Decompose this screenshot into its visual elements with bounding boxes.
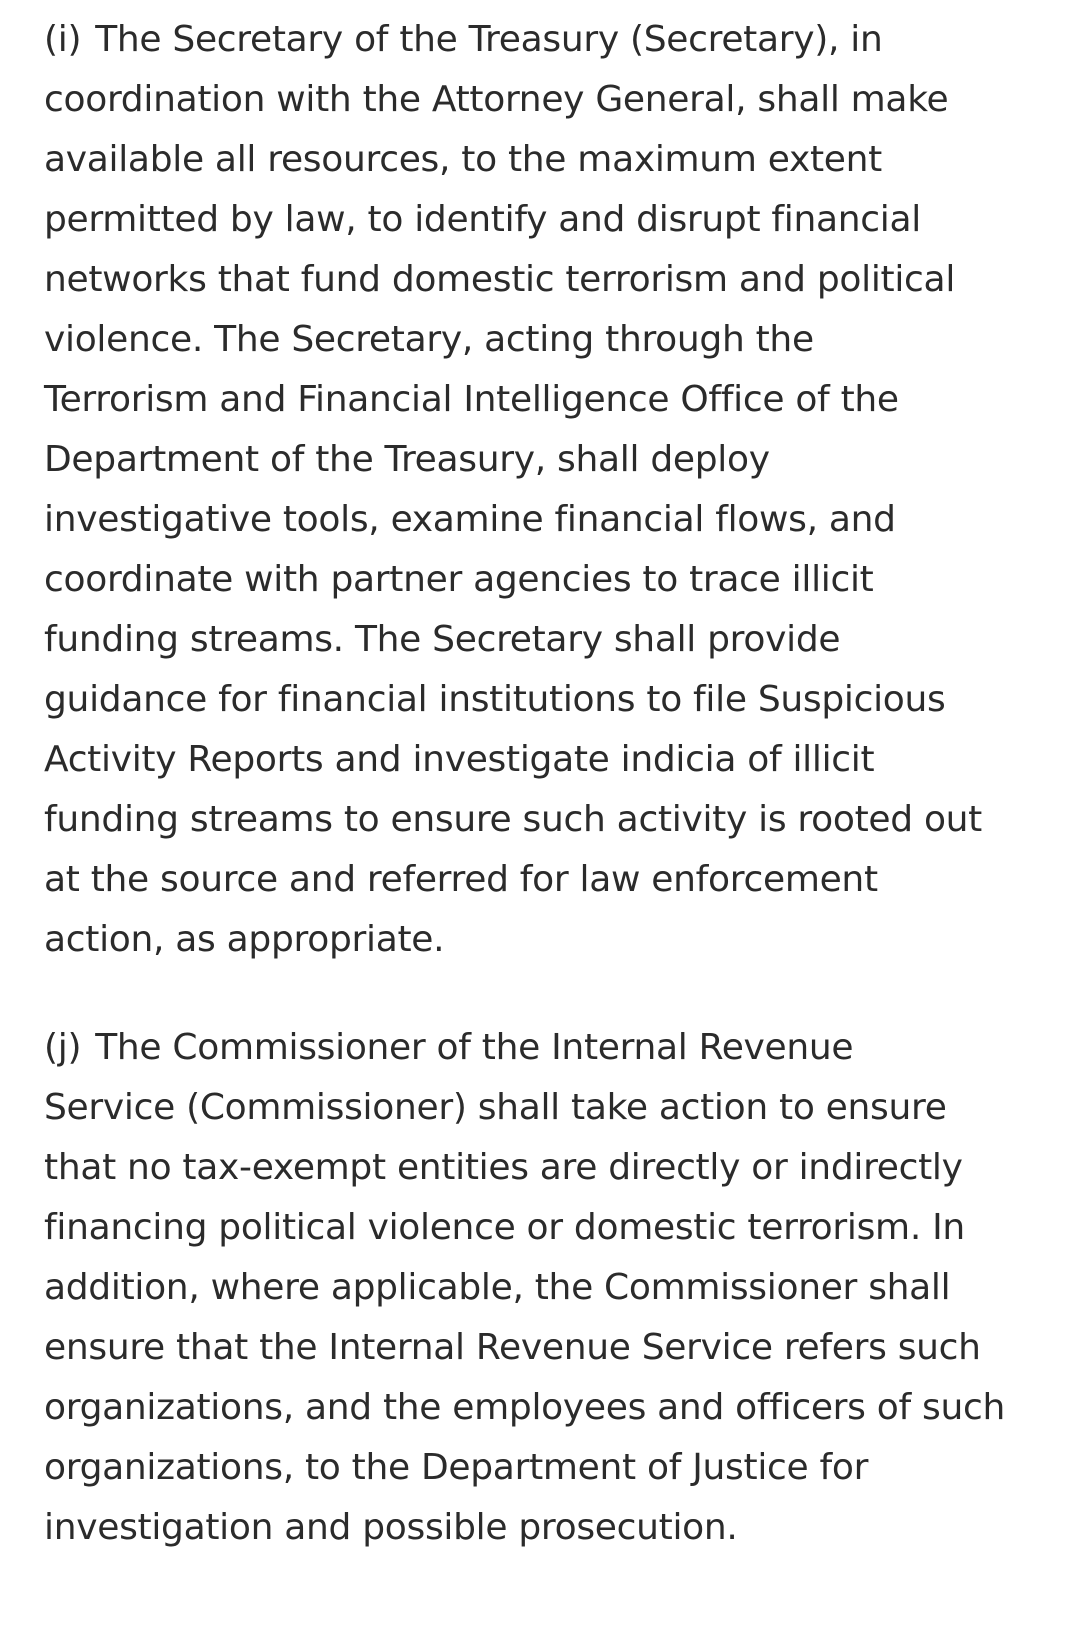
paragraph-spacer — [44, 970, 1054, 1018]
paragraph-line: addition, where applicable, the Commissioner shall — [44, 1267, 951, 1308]
document-body — [44, 10, 1054, 1558]
paragraph-line: investigative tools, examine financial flows, and — [44, 499, 896, 540]
paragraph-i — [44, 10, 1054, 970]
paragraph-j — [44, 1018, 1054, 1558]
paragraph-line: networks that fund domestic terrorism and political — [44, 259, 956, 300]
paragraph-label: (i) — [44, 19, 82, 60]
paragraph-line: funding streams to ensure such activity is rooted out — [44, 799, 982, 840]
paragraph-line: financing political violence or domestic terrorism. In — [44, 1207, 965, 1248]
paragraph-line: coordination with the Attorney General, shall make — [44, 79, 949, 120]
paragraph-label: (j) — [44, 1027, 82, 1068]
paragraph-line: coordinate with partner agencies to trace illicit — [44, 559, 874, 600]
paragraph-line: Service (Commissioner) shall take action to ensure — [44, 1087, 947, 1128]
paragraph-line: Terrorism and Financial Intelligence Office of the — [44, 379, 899, 420]
paragraph-line: Department of the Treasury, shall deploy — [44, 439, 770, 480]
paragraph-line: Activity Reports and investigate indicia of illicit — [44, 739, 875, 780]
paragraph-line: investigation and possible prosecution. — [44, 1507, 738, 1548]
paragraph-line: organizations, to the Department of Justice for — [44, 1447, 869, 1488]
paragraph-line: funding streams. The Secretary shall provide — [44, 619, 841, 660]
paragraph-line: at the source and referred for law enforcement — [44, 859, 878, 900]
paragraph-line: available all resources, to the maximum extent — [44, 139, 882, 180]
paragraph-line: permitted by law, to identify and disrupt financial — [44, 199, 921, 240]
paragraph-line: that no tax-exempt entities are directly or indirectly — [44, 1147, 963, 1188]
paragraph-line: organizations, and the employees and officers of such — [44, 1387, 1005, 1428]
paragraph-line: violence. The Secretary, acting through the — [44, 319, 814, 360]
paragraph-line: (j) The Commissioner of the Internal Revenue — [44, 1027, 854, 1068]
paragraph-line: guidance for financial institutions to file Suspicious — [44, 679, 946, 720]
paragraph-line: (i) The Secretary of the Treasury (Secretary), in — [44, 19, 883, 60]
paragraph-line: ensure that the Internal Revenue Service refers such — [44, 1327, 981, 1368]
paragraph-line: action, as appropriate. — [44, 919, 445, 960]
